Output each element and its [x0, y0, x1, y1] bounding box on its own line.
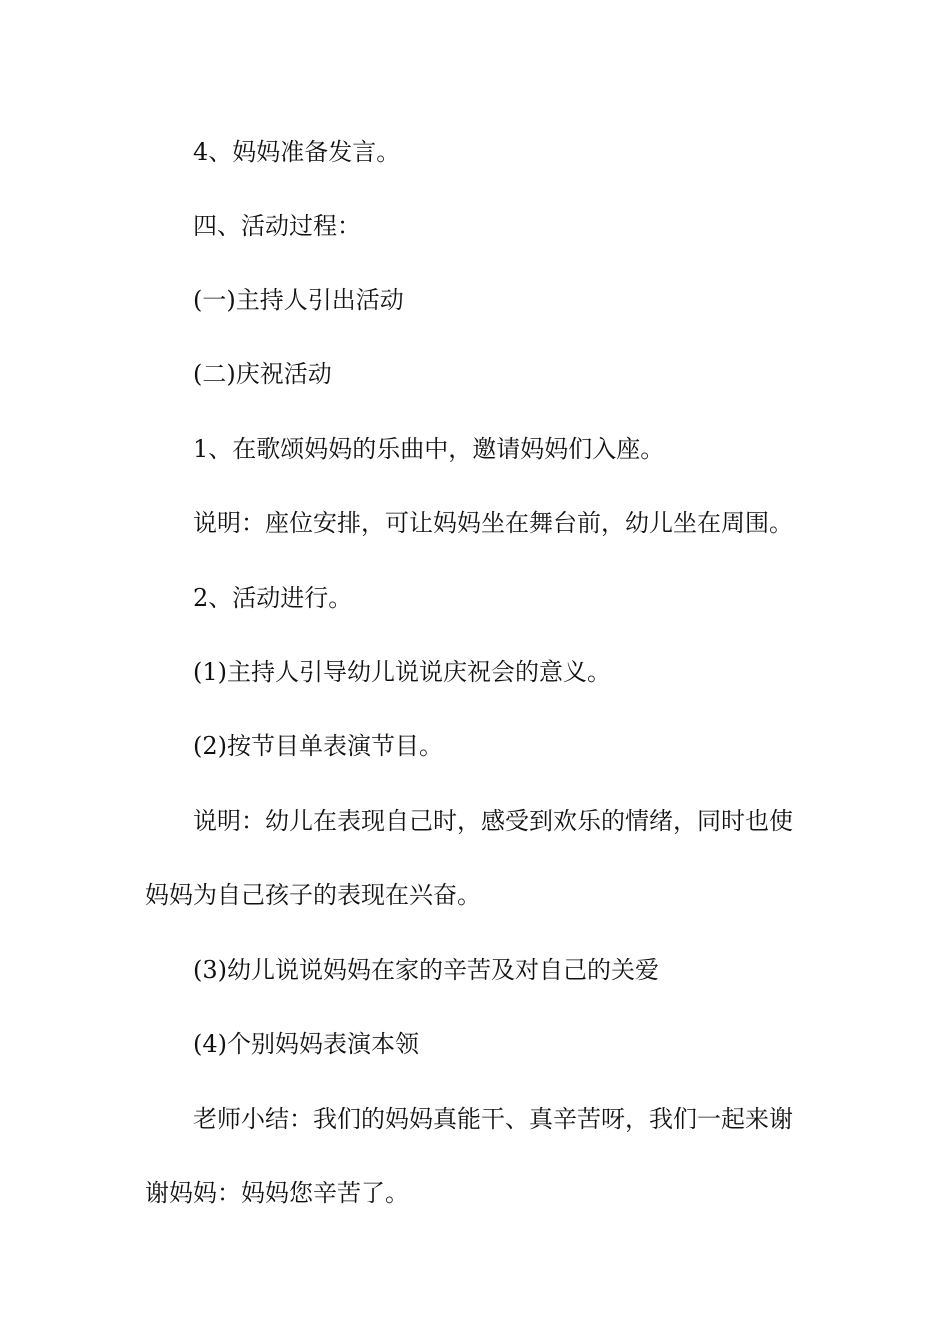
text-line: 老师小结：我们的妈妈真能干、真辛苦呀，我们一起来谢: [193, 1105, 793, 1133]
text-line: 妈妈为自己孩子的表现在兴奋。: [145, 881, 481, 909]
text-line: 说明：座位安排，可让妈妈坐在舞台前，幼儿坐在周围。: [193, 509, 793, 537]
text-line: 谢妈妈：妈妈您辛苦了。: [145, 1179, 409, 1207]
text-line: (一)主持人引出活动: [193, 286, 404, 314]
text-line: (1)主持人引导幼儿说说庆祝会的意义。: [193, 658, 611, 686]
text-line: (3)幼儿说说妈妈在家的辛苦及对自己的关爱: [193, 956, 659, 984]
text-line: (二)庆祝活动: [193, 360, 332, 388]
section-heading: 四、活动过程：: [193, 212, 361, 240]
text-line: 1、在歌颂妈妈的乐曲中，邀请妈妈们入座。: [193, 435, 665, 463]
text-line: (2)按节目单表演节目。: [193, 732, 443, 760]
text-line: (4)个别妈妈表演本领: [193, 1030, 419, 1058]
text-line: 2、活动进行。: [193, 584, 353, 612]
text-line: 说明：幼儿在表现自己时，感受到欢乐的情绪，同时也使: [193, 807, 793, 835]
text-line: 4、妈妈准备发言。: [193, 138, 401, 166]
